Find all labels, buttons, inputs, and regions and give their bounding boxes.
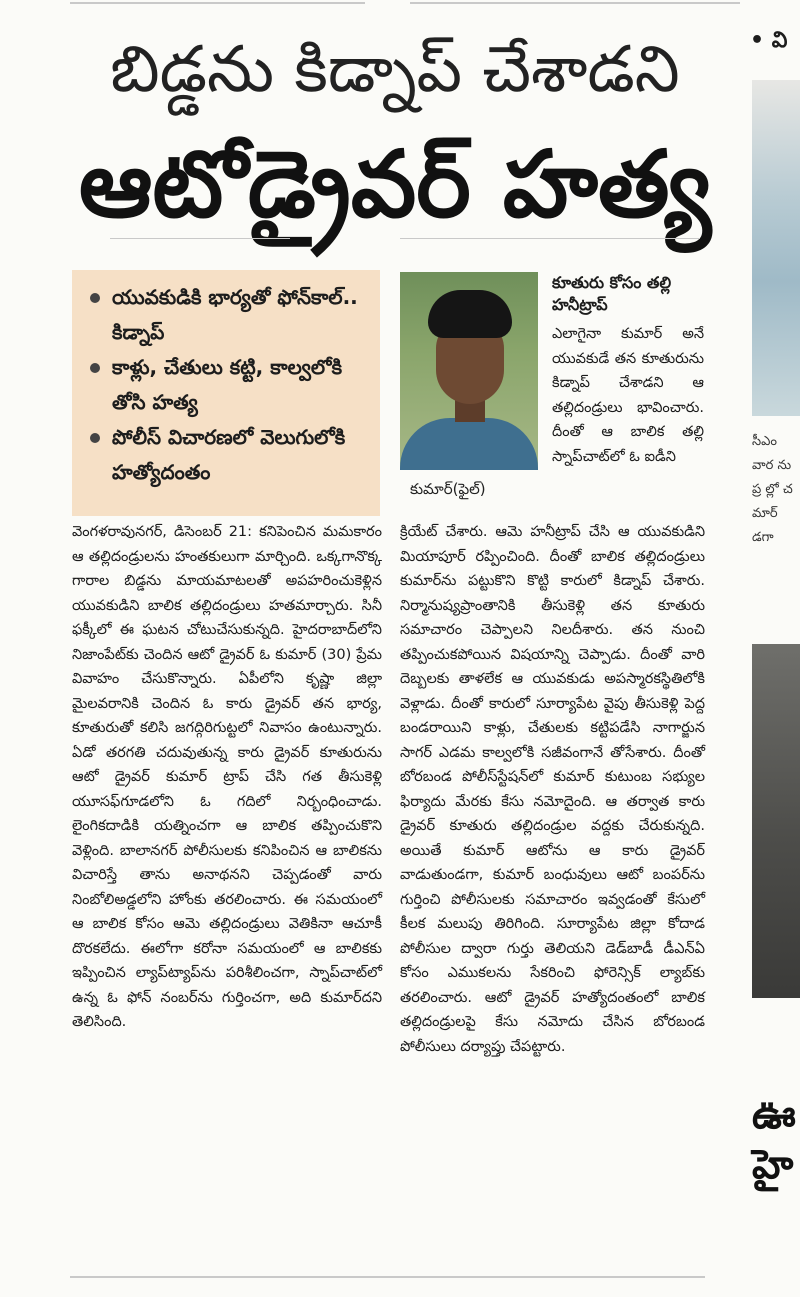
headline-rule-right [400, 238, 700, 239]
photo-shirt [400, 418, 538, 470]
bullet-icon [90, 363, 100, 373]
headline-line1: బిడ్డను కిడ్నాప్ చేశాడని [110, 33, 680, 107]
top-rule-left [70, 2, 365, 4]
bottom-rule [70, 1276, 705, 1278]
adjacent-text: సీఎం వార ను ప్ర ల్లో చ మార్ డగా [752, 434, 793, 545]
article-col2: క్రియేట్ చేశారు. ఆమె హనీట్రాప్ చేసి ఆ యువకుడిని మియాపూర్ రప్పించింది. దీంతో బాలిక తల్లిదండ్రులు కుమార్‌ను పట్టుకొని కొట్టి కారులో కిడ్నాప్ చేశారు. నిర్మానుష్యప్రాంతానికి తీసుకెళ్లి తన కూతురు సమాచారం చెప్పాలని నిలదీశారు. తన నుంచి తప్పించుకపోయిన విషయాన్ని చెప్పాడు. దీంతో వారి దెబ్బలకు తాళలేక ఆ యువకుడు అపస్మారకస్థితిలోకి వెళ్లాడు. దీంతో కారులో సూర్యాపేట వైపు తీసుకెళ్లి పెద్ద బండరాయిని కాళ్లు, చేతులకు కట్టిపడేసి నాగార్జున సాగర్ ఎడమ కాల్వలోకి సజీవంగానే తోసేశారు. దీంతో బోరబండ పోలీస్‌స్టేషన్‌లో కుమార్ కుటుంబ సభ్యుల ఫిర్యాదు మేరకు కేసు నమోదైంది. ఆ తర్వాత కారు డ్రైవర్ కూతురు తల్లిదండ్రుల వద్దకు చేరుకున్నది. అయితే కుమార్ ఆటోను ఆ కారు డ్రైవర్ వాడుతుండగా, కుమార్ బంధువులు ఆటో బంపర్‌ను గుర్తించి పోలీసులకు సమాచారం ఇవ్వడంతో కేసులో కీలక మలుపు తిరిగింది. సూర్యాపేట జిల్లా కోదాడ పోలీసుల ద్వారా గుర్తు తెలియని డెడ్‌బాడీ డీఎన్ఏ కోసం ఎముకలను సేకరించి ఫోరెన్సిక్ ల్యాబ్‌కు తరలించారు. ఆటో డ్రైవర్ హత్యోదంతంలో బాలిక తల్లిదండ్రులపై కేసు నమోదు చేసిన బోరబండ పోలీసులు దర్యాప్తు చేపట్టారు. [400, 524, 705, 1055]
top-rule-right [410, 2, 740, 4]
article-col2-top: ఎలాగైనా కుమార్ అనే యువకుడే తన కూతురును కిడ్నాప్ చేశాడని ఆ తల్లిదండ్రులు భావించారు. దీంతో ఆ బాలిక తల్లి స్నాప్‌చాట్‌లో ఓ ఐడీని [552, 326, 704, 465]
adjacent-bullet: • వి [750, 28, 788, 53]
highlight-item: యువకుడికి భార్యతో ఫోన్‌కాల్.. కిడ్నాప్ [90, 280, 372, 350]
headline-rule-left [110, 238, 290, 239]
article-col1: వెంగళరావునగర్, డిసెంబర్ 21: కనిపెంచిన మమకారం ఆ తల్లిదండ్రులను హంతకులుగా మార్చింది. ఒక్కగానొక్క గారాల బిడ్డను మాయమాటలతో అపహరించుకెళ్లిన యువకుడిని బాలిక తల్లిదండ్రులు హతమార్చారు. సినీ ఫక్కీలో ఈ ఘటన చోటుచేసుకున్నది. హైదరాబాద్‌లోని నిజాంపేట్‌కు చెందిన ఆటో డ్రైవర్ ఓ కుమార్ (30) ప్రేమ వివాహం చేసుకొన్నారు. ఏపీలోని కృష్ణా జిల్లా మైలవరానికి చెందిన ఓ కారు డ్రైవర్ తన భార్య, కూతురుతో కలిసి జగద్గిరిగుట్టలో నివాసం ఉంటున్నారు. ఏడో తరగతి చదువుతున్న కారు డ్రైవర్ కూతురును ఆటో డ్రైవర్ కుమార్ ట్రాప్ చేసి గత తీసుకెళ్లి యూసఫ్‌గూడలోని ఓ గదిలో నిర్బంధించాడు. లైంగికదాడికి యత్నించగా ఆ బాలిక తప్పించుకొని వెళ్లింది. బాలానగర్ పోలీసులకు కనిపించిన ఆ బాలికను విచారిస్తే తాను అనాథనని చెప్పడంతో వారు నింబోలిఅడ్డలోని హోంకు తరలించారు. ఈ సమయంలో ఆ బాలిక కోసం ఆమె తల్లిదండ్రులు వెతికినా ఆచూకీ దొరకలేదు. ఈలోగా కరోనా సమయంలో ఆ బాలికకు ఇప్పించిన ల్యాప్‌ట్యాప్‌ను పరిశీలించగా, స్నాప్‌చాట్‌లో ఉన్న ఓ ఫోన్ నంబర్‌ను గుర్తించగా, అది కుమార్‌దని తెలిసింది. [72, 524, 382, 1030]
adjacent-headline: ఊ హై [752, 1092, 796, 1188]
photo-caption: కుమార్(ఫైల్) [410, 480, 486, 498]
adjacent-photo-bottom [752, 644, 800, 998]
highlights-list [72, 270, 380, 490]
headline-line2: ఆటోడ్రైవర్ హత్య [78, 130, 712, 238]
sub-heading: కూతురు కోసం తల్లి హనీట్రాప్ [552, 273, 672, 314]
highlights-box [72, 270, 380, 516]
adjacent-photo-top [752, 80, 800, 416]
adjacent-article-strip [744, 0, 800, 1297]
highlight-item: కాళ్లు, చేతులు కట్టి, కాల్వలోకి తోసి హత్య [90, 350, 372, 420]
highlight-item: పోలీస్ విచారణలో వెలుగులోకి హత్యోదంతం [90, 420, 372, 490]
bullet-icon [90, 433, 100, 443]
photo-hair [428, 290, 512, 338]
bullet-icon [90, 293, 100, 303]
victim-photo [400, 272, 538, 470]
